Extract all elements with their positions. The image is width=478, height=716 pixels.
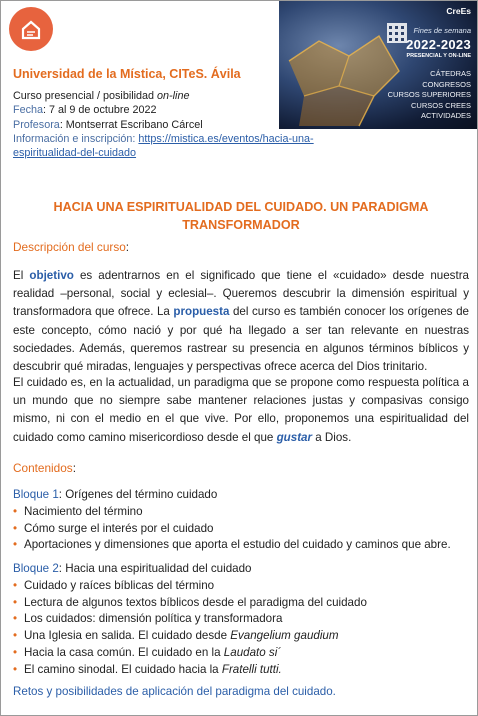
list-item: • Lectura de algunos textos bíblicos desde el paradigma del cuidado bbox=[13, 595, 473, 612]
p2-gustar: gustar bbox=[276, 430, 313, 444]
info-link[interactable]: https://mistica.es/eventos/hacia-una- bbox=[138, 132, 314, 145]
item-text: El camino sinodal. El cuidado hacia la bbox=[24, 662, 222, 676]
course-teacher bbox=[13, 118, 343, 132]
p1-propuesta: propuesta bbox=[173, 305, 230, 319]
list-item bbox=[13, 645, 473, 662]
p1-text-c: del curso es también conocer los orígenes de este concepto, cómo nació y por qué ha llegado a ser tan relevante en nuestras sociedades. Además, queremos rastrear su presencia en algunos términos bíblicos y descubrir qué miradas, lenguajes y perspectivas ofrece acerca del Dios trinitario. bbox=[13, 305, 469, 374]
item-text: Una Iglesia en salida. El cuidado desde bbox=[24, 629, 231, 643]
course-title bbox=[31, 198, 451, 234]
banner-item: CONGRESOS bbox=[422, 79, 471, 89]
p2-text-b: a Dios. bbox=[312, 430, 352, 444]
description-heading-text: Descripción del curso bbox=[13, 240, 126, 254]
description-heading bbox=[13, 239, 129, 257]
block-2 bbox=[13, 561, 473, 679]
course-title-line-1: HACIA UNA ESPIRITUALIDAD DEL CUIDADO. UN PARADIGMA bbox=[53, 200, 429, 214]
banner-subtitle: Fines de semana bbox=[413, 26, 471, 35]
banner-item: CURSOS CREES bbox=[410, 100, 471, 110]
block-2-header bbox=[13, 561, 473, 578]
list-item bbox=[13, 628, 473, 645]
block-1-title: : Orígenes del término cuidado bbox=[58, 488, 218, 501]
course-registration bbox=[13, 132, 343, 146]
p1-text-a: El bbox=[13, 269, 30, 282]
description-paragraph-2 bbox=[13, 374, 469, 447]
block-1 bbox=[13, 487, 473, 554]
block-2-list bbox=[13, 578, 473, 679]
banner-modes: PRESENCIAL Y ON-LINE bbox=[406, 53, 471, 59]
p1-objetivo: objetivo bbox=[29, 269, 74, 282]
course-date bbox=[13, 103, 343, 117]
item-italic: Evangelium gaudium bbox=[230, 629, 339, 643]
block-1-label: Bloque 1 bbox=[13, 488, 59, 501]
block-1-header bbox=[13, 487, 473, 504]
list-item: • Cómo surge el interés por el cuidado bbox=[13, 521, 473, 538]
retos-line: Retos y posibilidades de aplicación del paradigma del cuidado. bbox=[13, 685, 336, 698]
banner-item: CÁTEDRAS bbox=[430, 69, 471, 78]
course-type bbox=[13, 89, 343, 103]
banner-brand: CreEs bbox=[446, 6, 471, 16]
contents-heading bbox=[13, 460, 76, 478]
date-value: : 7 al 9 de octubre 2022 bbox=[43, 104, 157, 117]
list-item: • Aportaciones y dimensiones que aporta el estudio del cuidado y caminos que abre. bbox=[13, 537, 473, 554]
calendar-icon bbox=[387, 23, 407, 43]
description-paragraph-1 bbox=[13, 267, 469, 376]
banner-list bbox=[388, 69, 471, 122]
date-label: Fecha bbox=[13, 104, 44, 117]
list-item bbox=[13, 662, 473, 679]
item-italic: Fratelli tutti. bbox=[221, 662, 282, 676]
block-2-title: : Hacia una espiritualidad del cuidado bbox=[58, 562, 252, 575]
list-item: • Cuidado y raíces bíblicas del término bbox=[13, 578, 473, 595]
banner-years: 2022-2023 bbox=[406, 37, 471, 52]
banner-item: ACTIVIDADES bbox=[420, 111, 471, 120]
course-info bbox=[13, 89, 343, 160]
info-label: Información e inscripción: bbox=[13, 132, 139, 145]
university-name: Universidad de la Mística, CITeS. Ávila bbox=[13, 67, 241, 81]
course-type-online: on-line bbox=[157, 90, 190, 102]
item-italic: Laudato si´ bbox=[223, 645, 282, 659]
logo-icon bbox=[9, 7, 53, 51]
teacher-value: : Montserrat Escribano Cárcel bbox=[59, 118, 203, 131]
item-text: Hacia la casa común. El cuidado en la bbox=[24, 645, 224, 659]
info-link-continued[interactable]: espiritualidad-del-cuidado bbox=[13, 147, 137, 160]
list-item: • Los cuidados: dimensión política y transformadora bbox=[13, 611, 473, 628]
description-heading-colon: : bbox=[125, 240, 130, 254]
contents-heading-text: Contenidos bbox=[13, 461, 73, 475]
list-item: • Nacimiento del término bbox=[13, 504, 473, 521]
p1-text-b: es adentrarnos en el significado que tiene el «cuidado» desde nuestra realidad –personal, social y eclesial–. Queremos descubrir la dimensión espiritual y transformadora que ofrece. La bbox=[13, 269, 469, 319]
banner-item: CURSOS SUPERIORES bbox=[387, 90, 471, 99]
contents-heading-colon: : bbox=[72, 461, 76, 475]
block-1-list bbox=[13, 504, 473, 554]
p2-text-a: El cuidado es, en la actualidad, un paradigma que se propone como respuesta política a un mundo que no siempre sabe mantener relaciones justas y compasivas consigo mismo, ni con el medio en el que vive. Por ello, proponemos una espiritualidad del cuidado como camino misericordioso desde el que bbox=[13, 376, 469, 444]
teacher-label: Profesora bbox=[13, 118, 60, 131]
course-title-line-2: TRANSFORMADOR bbox=[182, 218, 300, 232]
course-type-text: Curso presencial / posibilidad bbox=[13, 90, 158, 102]
block-2-label: Bloque 2 bbox=[13, 562, 59, 575]
